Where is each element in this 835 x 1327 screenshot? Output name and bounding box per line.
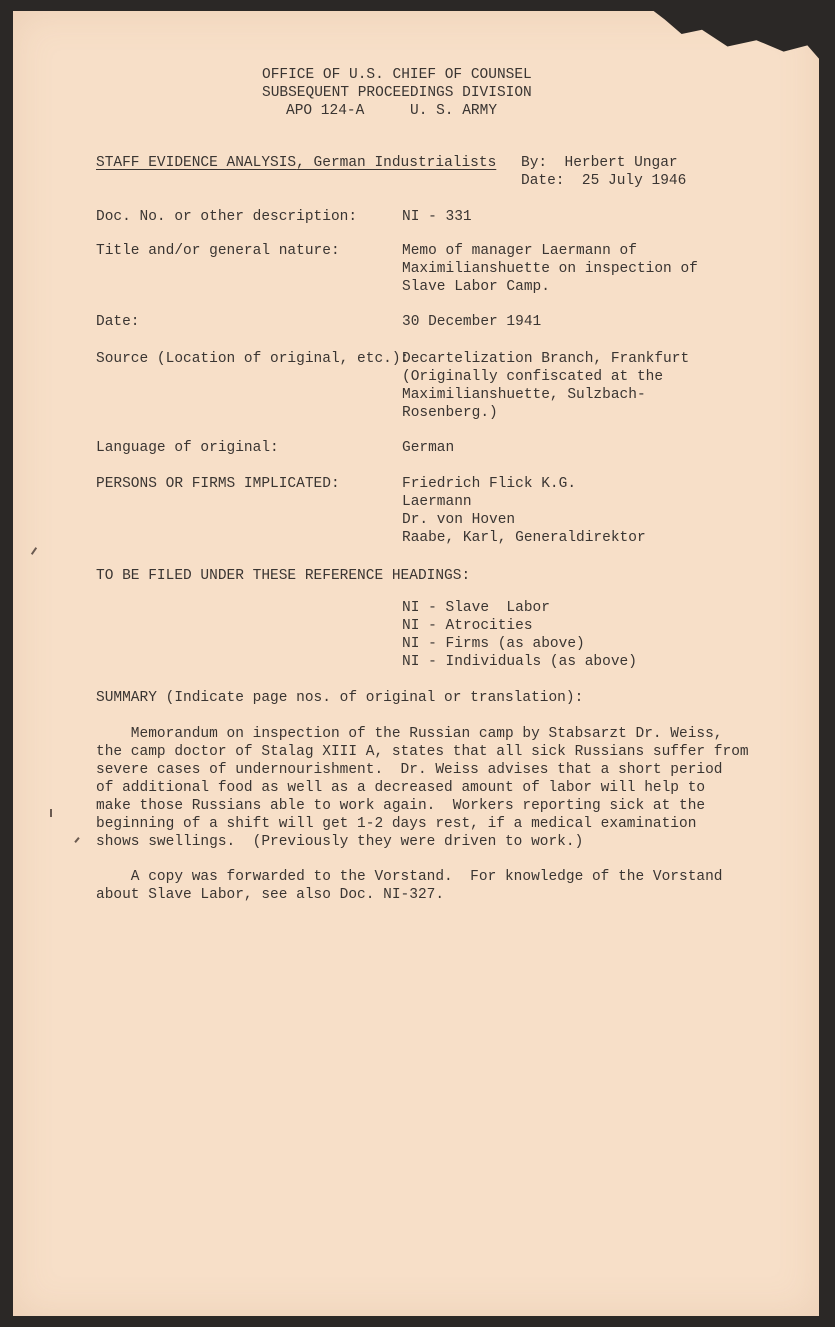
person-item: Raabe, Karl, Generaldirektor bbox=[402, 530, 646, 546]
language-label: Language of original: bbox=[96, 440, 279, 456]
filing-heading: NI - Firms (as above) bbox=[402, 636, 585, 652]
summary-line: beginning of a shift will get 1-2 days rest, if a medical examination bbox=[96, 816, 697, 832]
title-label: Title and/or general nature: bbox=[96, 243, 340, 259]
title-line: Maximilianshuette on inspection of bbox=[402, 261, 698, 277]
analysis-title-sub: , German Industrialists bbox=[296, 155, 497, 171]
analysis-date: Date: 25 July 1946 bbox=[521, 173, 687, 189]
language-value: German bbox=[402, 440, 455, 456]
filing-heading: NI - Individuals (as above) bbox=[402, 654, 637, 670]
paper-speck bbox=[50, 809, 52, 817]
document-page bbox=[13, 11, 819, 1316]
doc-number-value: NI - 331 bbox=[402, 209, 472, 225]
summary-line: of additional food as well as a decreased amount of labor will help to bbox=[96, 780, 706, 796]
doc-number-label: Doc. No. or other description: bbox=[96, 209, 358, 225]
source-line: Rosenberg.) bbox=[402, 405, 498, 421]
paper-speck bbox=[31, 547, 37, 555]
analysis-title bbox=[96, 154, 496, 172]
analysis-title-main: STAFF EVIDENCE ANALYSIS bbox=[96, 155, 297, 171]
summary-line: severe cases of undernourishment. Dr. Weiss advises that a short period bbox=[96, 762, 723, 778]
filing-heading: NI - Slave Labor bbox=[402, 600, 550, 616]
summary-label: SUMMARY (Indicate page nos. of original or translation): bbox=[96, 690, 584, 706]
summary-line: make those Russians able to work again. Workers reporting sick at the bbox=[96, 798, 706, 814]
date-value: 30 December 1941 bbox=[402, 314, 542, 330]
source-line: Decartelization Branch, Frankfurt bbox=[402, 351, 690, 367]
person-item: Dr. von Hoven bbox=[402, 512, 516, 528]
title-line: Slave Labor Camp. bbox=[402, 279, 550, 295]
title-line: Memo of manager Laermann of bbox=[402, 243, 637, 259]
person-item: Laermann bbox=[402, 494, 472, 510]
torn-corner bbox=[651, 9, 821, 61]
person-item: Friedrich Flick K.G. bbox=[402, 476, 577, 492]
summary-line: A copy was forwarded to the Vorstand. For knowledge of the Vorstand bbox=[96, 869, 723, 885]
source-label: Source (Location of original, etc.): bbox=[96, 351, 410, 367]
apo-number: APO 124-A bbox=[286, 103, 365, 119]
division-heading: SUBSEQUENT PROCEEDINGS DIVISION bbox=[262, 85, 532, 101]
army-label: U. S. ARMY bbox=[410, 103, 498, 119]
filing-heading: NI - Atrocities bbox=[402, 618, 533, 634]
summary-line: shows swellings. (Previously they were driven to work.) bbox=[96, 834, 584, 850]
persons-label: PERSONS OR FIRMS IMPLICATED: bbox=[96, 476, 340, 492]
paper-speck bbox=[74, 837, 79, 843]
filing-label: TO BE FILED UNDER THESE REFERENCE HEADINGS: bbox=[96, 568, 471, 584]
summary-line: Memorandum on inspection of the Russian camp by Stabsarzt Dr. Weiss, bbox=[96, 726, 723, 742]
source-line: Maximilianshuette, Sulzbach- bbox=[402, 387, 646, 403]
summary-line: about Slave Labor, see also Doc. NI-327. bbox=[96, 887, 445, 903]
office-heading: OFFICE OF U.S. CHIEF OF COUNSEL bbox=[262, 67, 532, 83]
date-label: Date: bbox=[96, 314, 140, 330]
source-line: (Originally confiscated at the bbox=[402, 369, 664, 385]
summary-line: the camp doctor of Stalag XIII A, states that all sick Russians suffer from bbox=[96, 744, 749, 760]
analyst-name: By: Herbert Ungar bbox=[521, 155, 678, 171]
